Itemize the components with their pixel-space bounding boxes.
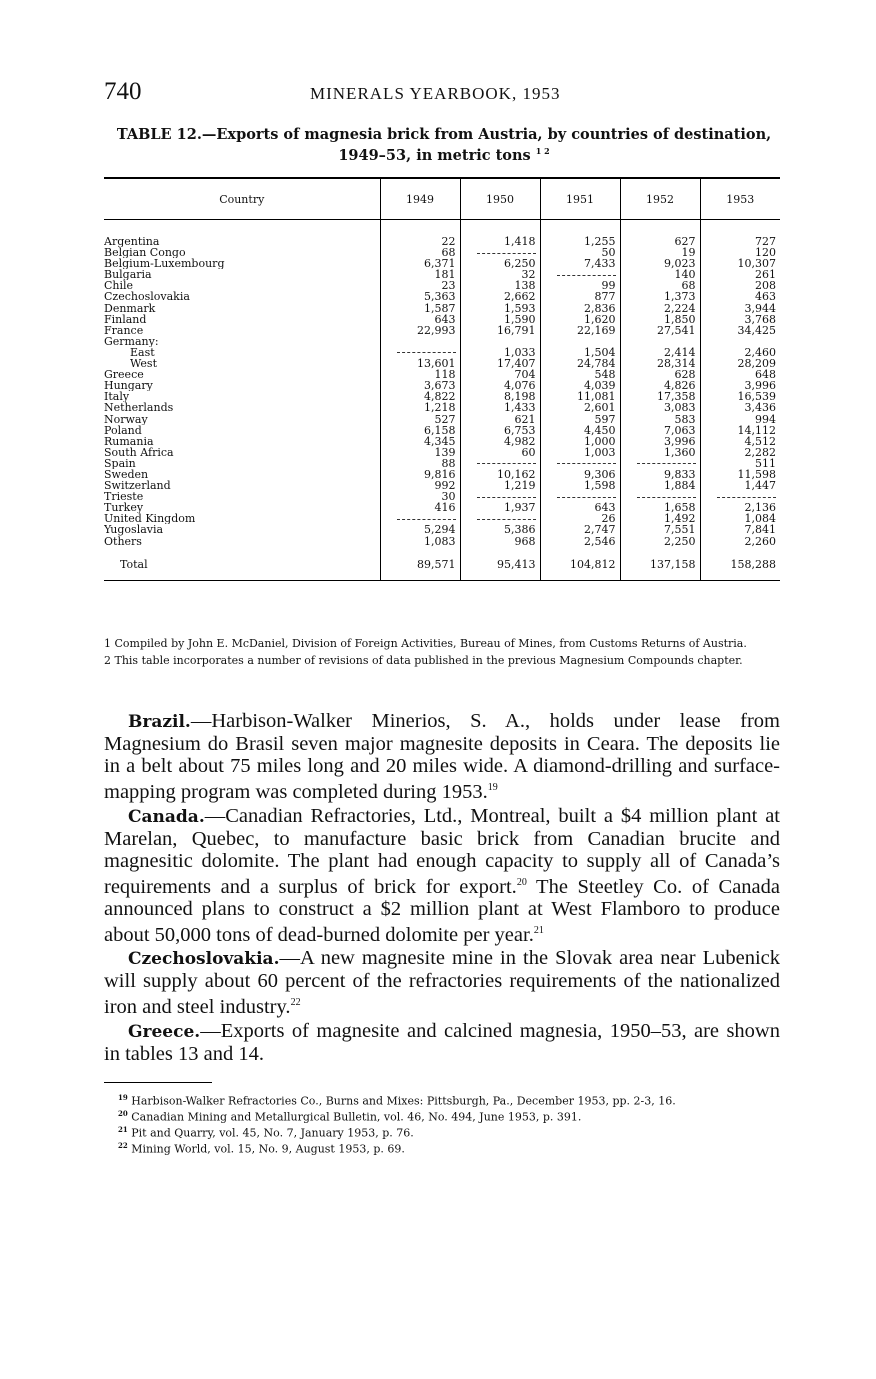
value-cell: 5,386 xyxy=(460,524,540,535)
empty-value-dash xyxy=(477,463,536,464)
country-cell: Greece xyxy=(104,369,144,381)
value-cell xyxy=(460,458,540,469)
footnote-number: 19 xyxy=(118,1093,128,1102)
value-cell: 4,450 xyxy=(540,425,620,436)
value-cell: 68 xyxy=(380,247,460,258)
value-cell xyxy=(460,513,540,524)
table-row xyxy=(104,480,780,491)
footnote-text: Canadian Mining and Metallurgical Bulletin, vol. 46, No. 494, June 1953, p. 391. xyxy=(131,1110,582,1124)
value-cell: 13,601 xyxy=(380,358,460,369)
table-total-row xyxy=(104,547,780,581)
country-cell: Spain xyxy=(104,457,136,469)
paragraph-brazil xyxy=(104,710,780,803)
value-cell: 34,425 xyxy=(700,325,780,336)
table-title-line1: TABLE 12.—Exports of magnesia brick from Austria, by countries of destination, xyxy=(116,126,772,143)
country-cell: Netherlands xyxy=(104,402,174,414)
footnote-number: 20 xyxy=(118,1109,128,1119)
value-cell: 3,083 xyxy=(620,402,700,413)
value-cell: 22 xyxy=(380,220,460,248)
table-row xyxy=(104,491,780,502)
value-cell: 23 xyxy=(380,280,460,291)
column-header: 1951 xyxy=(540,178,620,220)
value-cell: 643 xyxy=(380,314,460,325)
table-row xyxy=(104,303,780,314)
paragraph-canada xyxy=(104,805,780,946)
value-cell: 1,587 xyxy=(380,303,460,314)
value-cell: 10,162 xyxy=(460,469,540,480)
table-row xyxy=(104,458,780,469)
value-cell: 992 xyxy=(380,480,460,491)
value-cell: 3,436 xyxy=(700,402,780,413)
table-title-line2: 1949–53, in metric tons xyxy=(338,146,531,164)
value-cell: 6,158 xyxy=(380,425,460,436)
table-row xyxy=(104,247,780,258)
value-cell xyxy=(620,458,700,469)
country-cell: Total xyxy=(104,547,380,581)
empty-value-dash xyxy=(477,497,536,498)
value-cell: 32 xyxy=(460,269,540,280)
value-cell: 1,492 xyxy=(620,513,700,524)
paragraph-greece xyxy=(104,1020,780,1065)
table-row xyxy=(104,336,780,347)
value-cell: 463 xyxy=(700,291,780,302)
country-cell: Switzerland xyxy=(104,480,171,492)
country-cell: Others xyxy=(104,535,142,547)
value-cell: 11,081 xyxy=(540,391,620,402)
paragraph-text: —Canadian Refractories, Ltd., Montreal, built a $4 million plant at Marelan, Quebec, to manufacture basic brick from Canadian brucite and magnesitic dolomite. The plant had enough capacity to supply all of Canada’s requirements and a surplus of brick for export. xyxy=(104,804,780,898)
value-cell xyxy=(700,491,780,502)
value-cell: 583 xyxy=(620,414,700,425)
table-header-row xyxy=(104,178,780,220)
table-row xyxy=(104,536,780,547)
country-cell: East xyxy=(130,346,155,359)
value-cell: 14,112 xyxy=(700,425,780,436)
country-cell: Italy xyxy=(104,391,130,403)
value-cell: 648 xyxy=(700,369,780,380)
value-cell: 2,460 xyxy=(700,347,780,358)
paragraph-text: —Exports of magnesite and calcined magnesia, 1950–53, are shown in tables 13 and 14. xyxy=(104,1020,780,1066)
footnote xyxy=(118,1108,778,1124)
value-cell: 877 xyxy=(540,291,620,302)
table-title xyxy=(104,126,784,164)
value-cell: 1,083 xyxy=(380,536,460,547)
running-title: MINERALS YEARBOOK, 1953 xyxy=(310,84,561,103)
value-cell: 5,363 xyxy=(380,291,460,302)
value-cell: 548 xyxy=(540,369,620,380)
value-cell: 7,433 xyxy=(540,258,620,269)
value-cell: 8,198 xyxy=(460,391,540,402)
value-cell xyxy=(540,458,620,469)
value-cell xyxy=(380,336,460,347)
value-cell: 24,784 xyxy=(540,358,620,369)
footnote-ref: 21 xyxy=(533,924,544,936)
country-cell: Yugoslavia xyxy=(104,524,164,536)
value-cell: 89,571 xyxy=(380,547,460,581)
value-cell xyxy=(620,336,700,347)
empty-value-dash xyxy=(477,519,536,520)
value-cell: 1,658 xyxy=(620,502,700,513)
country-cell: Hungary xyxy=(104,380,153,392)
value-cell: 99 xyxy=(540,280,620,291)
value-cell: 261 xyxy=(700,269,780,280)
footnotes xyxy=(118,1092,778,1157)
value-cell: 17,358 xyxy=(620,391,700,402)
value-cell: 28,314 xyxy=(620,358,700,369)
table-title-refs: 1 2 xyxy=(535,146,550,156)
value-cell: 4,822 xyxy=(380,391,460,402)
table-row xyxy=(104,369,780,380)
value-cell: 3,768 xyxy=(700,314,780,325)
value-cell: 1,593 xyxy=(460,303,540,314)
value-cell: 1,033 xyxy=(460,347,540,358)
exports-table xyxy=(104,177,780,581)
value-cell: 1,598 xyxy=(540,480,620,491)
value-cell: 2,282 xyxy=(700,447,780,458)
body-text xyxy=(104,710,780,1067)
value-cell xyxy=(460,336,540,347)
country-cell: Belgian Congo xyxy=(104,247,186,259)
empty-value-dash xyxy=(397,519,456,520)
table-row xyxy=(104,414,780,425)
table-row xyxy=(104,447,780,458)
table-row xyxy=(104,280,780,291)
footnote-number: 21 xyxy=(118,1125,128,1135)
table-note: 1 Compiled by John E. McDaniel, Division of Foreign Activities, Bureau of Mines, from Customs Returns of Austria. xyxy=(104,637,747,650)
footnote xyxy=(118,1092,778,1108)
country-cell: Finland xyxy=(104,313,147,325)
value-cell: 1,418 xyxy=(460,220,540,248)
country-cell: Argentina xyxy=(104,235,160,248)
country-cell: Sweden xyxy=(104,468,149,481)
value-cell: 27,541 xyxy=(620,325,700,336)
value-cell: 994 xyxy=(700,414,780,425)
value-cell: 1,360 xyxy=(620,447,700,458)
value-cell: 3,673 xyxy=(380,380,460,391)
value-cell: 22,169 xyxy=(540,325,620,336)
value-cell: 95,413 xyxy=(460,547,540,581)
value-cell: 621 xyxy=(460,414,540,425)
paragraph-text: —Harbison-Walker Minerios, S. A., holds under lease from Magnesium do Brasil seven major magnesite deposits in Ceara. The deposits lie in a belt about 75 miles long and 20 miles wide. A diamond-drilling and surface-mapping program was completed during 1953. xyxy=(104,710,780,803)
value-cell: 60 xyxy=(460,447,540,458)
value-cell: 118 xyxy=(380,369,460,380)
footnote-ref: 19 xyxy=(487,782,498,793)
value-cell: 88 xyxy=(380,458,460,469)
table-row xyxy=(104,220,780,248)
page-header xyxy=(104,78,784,108)
value-cell: 1,255 xyxy=(540,220,620,248)
table-notes xyxy=(104,638,782,671)
value-cell: 1,433 xyxy=(460,402,540,413)
value-cell: 1,218 xyxy=(380,402,460,413)
value-cell xyxy=(700,336,780,347)
value-cell: 704 xyxy=(460,369,540,380)
value-cell: 2,836 xyxy=(540,303,620,314)
table-body xyxy=(104,220,780,581)
table-row xyxy=(104,380,780,391)
value-cell: 1,850 xyxy=(620,314,700,325)
value-cell: 50 xyxy=(540,247,620,258)
value-cell: 1,504 xyxy=(540,347,620,358)
value-cell: 4,076 xyxy=(460,380,540,391)
country-cell: Germany: xyxy=(104,335,159,347)
table-row xyxy=(104,358,780,369)
value-cell: 208 xyxy=(700,280,780,291)
value-cell: 1,000 xyxy=(540,436,620,447)
value-cell: 3,996 xyxy=(700,380,780,391)
value-cell: 16,791 xyxy=(460,325,540,336)
value-cell: 2,747 xyxy=(540,524,620,535)
paragraph-czechoslovakia xyxy=(104,947,780,1018)
value-cell: 26 xyxy=(540,513,620,524)
value-cell: 181 xyxy=(380,269,460,280)
value-cell xyxy=(460,247,540,258)
country-cell: Rumania xyxy=(104,435,154,447)
column-header: 1953 xyxy=(700,178,780,220)
table-row xyxy=(104,513,780,524)
value-cell: 416 xyxy=(380,502,460,513)
value-cell: 3,996 xyxy=(620,436,700,447)
value-cell: 6,250 xyxy=(460,258,540,269)
country-cell: Turkey xyxy=(104,502,144,514)
value-cell: 511 xyxy=(700,458,780,469)
value-cell: 527 xyxy=(380,414,460,425)
value-cell xyxy=(620,491,700,502)
value-cell: 1,219 xyxy=(460,480,540,491)
value-cell: 1,084 xyxy=(700,513,780,524)
value-cell: 7,551 xyxy=(620,524,700,535)
value-cell: 9,306 xyxy=(540,469,620,480)
country-cell: Trieste xyxy=(104,491,144,503)
value-cell: 1,447 xyxy=(700,480,780,491)
value-cell: 139 xyxy=(380,447,460,458)
value-cell xyxy=(460,491,540,502)
table-note: 2 This table incorporates a number of revisions of data published in the previous Magnesium Compounds chapter. xyxy=(104,653,743,667)
paragraph-lead: Brazil. xyxy=(128,712,191,732)
value-cell xyxy=(540,336,620,347)
empty-value-dash xyxy=(557,463,616,464)
country-cell: Czechoslovakia xyxy=(104,291,190,303)
empty-value-dash xyxy=(557,275,616,276)
value-cell: 2,250 xyxy=(620,536,700,547)
column-header: Country xyxy=(104,178,380,220)
value-cell: 4,345 xyxy=(380,436,460,447)
empty-value-dash xyxy=(637,497,696,498)
table-row xyxy=(104,325,780,336)
table-row xyxy=(104,425,780,436)
value-cell: 2,662 xyxy=(460,291,540,302)
table-row xyxy=(104,347,780,358)
value-cell: 1,884 xyxy=(620,480,700,491)
value-cell xyxy=(540,491,620,502)
value-cell: 28,209 xyxy=(700,358,780,369)
empty-value-dash xyxy=(397,352,456,353)
country-cell: United Kingdom xyxy=(104,513,196,525)
empty-value-dash xyxy=(637,463,696,464)
value-cell: 16,539 xyxy=(700,391,780,402)
value-cell: 140 xyxy=(620,269,700,280)
paragraph-text: The Steetley Co. of Canada announced plans to construct a $2 million plant at West Flamboro to produce about 50,000 tons of dead-burned dolomite per year. xyxy=(104,875,780,946)
value-cell: 4,039 xyxy=(540,380,620,391)
table-row xyxy=(104,258,780,269)
footnote-text: Pit and Quarry, vol. 45, No. 7, January 1953, p. 76. xyxy=(131,1126,414,1140)
country-cell: South Africa xyxy=(104,446,174,458)
value-cell: 1,937 xyxy=(460,502,540,513)
value-cell: 6,371 xyxy=(380,258,460,269)
value-cell: 1,003 xyxy=(540,447,620,458)
country-cell: Belgium-Luxembourg xyxy=(104,258,225,270)
column-header: 1950 xyxy=(460,178,540,220)
table-row xyxy=(104,391,780,402)
value-cell: 4,826 xyxy=(620,380,700,391)
column-header: 1952 xyxy=(620,178,700,220)
table-row xyxy=(104,469,780,480)
table-row xyxy=(104,402,780,413)
value-cell: 9,816 xyxy=(380,469,460,480)
value-cell: 137,158 xyxy=(620,547,700,581)
value-cell xyxy=(380,513,460,524)
country-cell: Bulgaria xyxy=(104,269,152,281)
paragraph-lead: Czechoslovakia. xyxy=(128,949,280,970)
country-cell: France xyxy=(104,324,144,336)
value-cell: 30 xyxy=(380,491,460,502)
value-cell: 4,982 xyxy=(460,436,540,447)
footnote-ref: 22 xyxy=(290,997,301,1009)
footnote-ref: 20 xyxy=(516,876,527,888)
value-cell: 5,294 xyxy=(380,524,460,535)
empty-value-dash xyxy=(717,497,776,498)
value-cell: 2,224 xyxy=(620,303,700,314)
value-cell xyxy=(540,269,620,280)
value-cell: 11,598 xyxy=(700,469,780,480)
value-cell: 9,023 xyxy=(620,258,700,269)
value-cell: 1,590 xyxy=(460,314,540,325)
table-row xyxy=(104,436,780,447)
value-cell: 158,288 xyxy=(700,547,780,581)
value-cell: 643 xyxy=(540,502,620,513)
country-cell: West xyxy=(130,358,157,370)
value-cell: 1,620 xyxy=(540,314,620,325)
value-cell: 968 xyxy=(460,536,540,547)
table-row xyxy=(104,291,780,302)
footnote xyxy=(118,1124,778,1140)
value-cell: 7,063 xyxy=(620,425,700,436)
value-cell: 2,136 xyxy=(700,502,780,513)
value-cell: 1,373 xyxy=(620,291,700,302)
value-cell: 4,512 xyxy=(700,436,780,447)
empty-value-dash xyxy=(557,497,616,498)
value-cell: 3,944 xyxy=(700,303,780,314)
value-cell: 627 xyxy=(620,220,700,248)
value-cell: 138 xyxy=(460,280,540,291)
country-cell: Poland xyxy=(104,424,142,436)
value-cell xyxy=(380,347,460,358)
value-cell: 2,546 xyxy=(540,536,620,547)
value-cell: 2,601 xyxy=(540,402,620,413)
value-cell: 6,753 xyxy=(460,425,540,436)
value-cell: 17,407 xyxy=(460,358,540,369)
table-row xyxy=(104,524,780,535)
country-cell: Chile xyxy=(104,280,134,292)
value-cell: 104,812 xyxy=(540,547,620,581)
footnote-text: Mining World, vol. 15, No. 9, August 1953, p. 69. xyxy=(131,1143,405,1157)
table-row xyxy=(104,269,780,280)
value-cell: 2,260 xyxy=(700,536,780,547)
value-cell: 19 xyxy=(620,247,700,258)
value-cell: 727 xyxy=(700,220,780,248)
page-number: 740 xyxy=(104,78,142,105)
paragraph-lead: Greece. xyxy=(128,1022,201,1043)
value-cell: 22,993 xyxy=(380,325,460,336)
value-cell: 628 xyxy=(620,369,700,380)
table-row xyxy=(104,502,780,513)
value-cell: 9,833 xyxy=(620,469,700,480)
value-cell: 7,841 xyxy=(700,524,780,535)
table-row xyxy=(104,314,780,325)
empty-value-dash xyxy=(477,253,536,254)
footnote-number: 22 xyxy=(118,1141,128,1151)
column-header: 1949 xyxy=(380,178,460,220)
value-cell: 597 xyxy=(540,414,620,425)
value-cell: 120 xyxy=(700,247,780,258)
paragraph-lead: Canada. xyxy=(128,806,205,827)
footnote xyxy=(118,1140,778,1156)
value-cell: 68 xyxy=(620,280,700,291)
country-cell: Norway xyxy=(104,413,148,425)
value-cell: 2,414 xyxy=(620,347,700,358)
footnote-divider xyxy=(104,1082,212,1083)
paragraph-text: —A new magnesite mine in the Slovak area near Lubenick will supply about 60 percent of the refractories requirements of the nationalized iron and steel industry. xyxy=(104,947,780,1019)
footnote-text: Harbison-Walker Refractories Co., Burns and Mixes: Pittsburgh, Pa., December 1953, pp. 2-3, 16. xyxy=(131,1094,676,1108)
country-cell: Denmark xyxy=(104,302,156,314)
value-cell: 10,307 xyxy=(700,258,780,269)
